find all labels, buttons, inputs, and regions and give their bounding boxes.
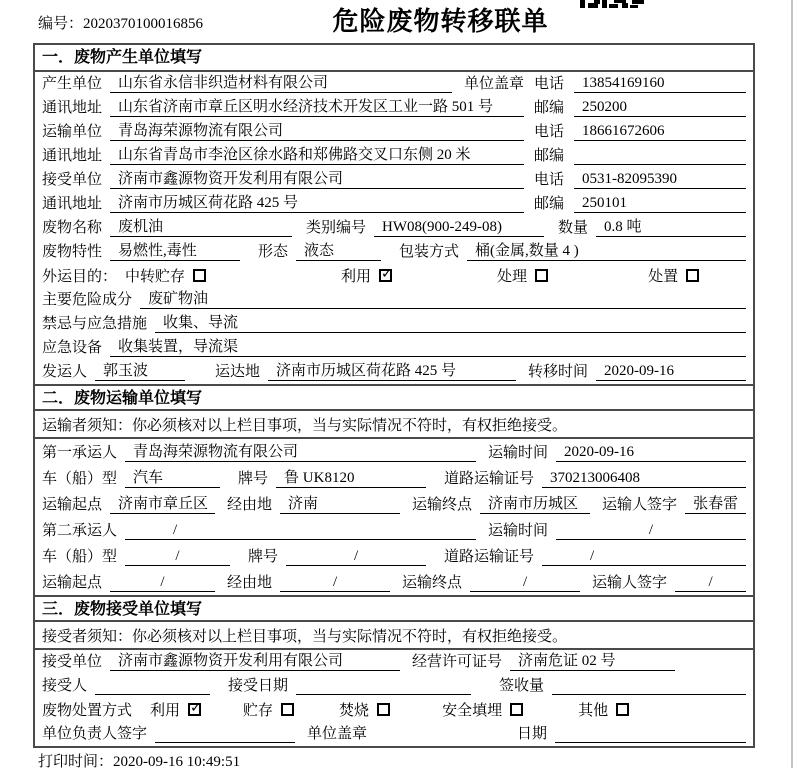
waste-name-value: 废机油 xyxy=(110,215,292,237)
waste-props-value: 易燃性,毒性 xyxy=(110,239,240,261)
row-receiver xyxy=(35,168,753,192)
route1-via-label: 经由地 xyxy=(227,497,273,513)
disposal-storage-checkbox xyxy=(281,703,294,716)
section2-title: 二．废物运输单位填写 xyxy=(35,384,753,411)
sign-date-value xyxy=(555,742,746,743)
producer-label: 产生单位 xyxy=(42,76,103,92)
producer-address-label: 通讯地址 xyxy=(42,100,103,116)
disposal-option-incinerate-label: 焚烧 xyxy=(339,703,370,719)
transfer-time-value: 2020-09-16 xyxy=(596,363,746,381)
row-route1 xyxy=(35,491,753,517)
qr-code-fragment xyxy=(580,0,650,11)
print-time-value: 2020-09-16 10:49:51 xyxy=(113,754,241,770)
producer-phone-label: 电话 xyxy=(534,76,565,92)
row-emergency-measures xyxy=(35,312,753,336)
receiver-zip-group xyxy=(534,192,746,213)
purpose-transfer-storage-checkbox xyxy=(193,269,206,282)
equipment-value: 收集装置，导流渠 xyxy=(110,335,746,357)
equipment-label: 应急设备 xyxy=(42,340,103,356)
receiver-zip-value: 250101 xyxy=(574,195,746,213)
document-number-label: 编号： xyxy=(38,16,84,32)
producer-phone-group xyxy=(534,72,746,93)
page-title: 危险废物转移联单 xyxy=(332,6,549,36)
transporter-zip-group xyxy=(534,144,746,165)
road-permit1-label: 道路运输证号 xyxy=(444,471,535,487)
row-waste-props xyxy=(35,240,753,264)
signed-amount-value xyxy=(552,694,746,695)
waste-pack-label: 包装方式 xyxy=(399,244,460,260)
dispatcher-label: 发运人 xyxy=(42,364,88,380)
receiver-label: 接受单位 xyxy=(42,172,103,188)
second-carrier-label: 第二承运人 xyxy=(42,523,118,539)
disposal-option-utilize xyxy=(150,699,201,720)
emergency-label: 禁忌与应急措施 xyxy=(42,316,148,332)
waste-qty-value: 0.8 吨 xyxy=(596,215,746,237)
route2-origin-value: / xyxy=(110,574,215,592)
transport-time2-label: 运输时间 xyxy=(487,523,548,539)
purpose-option-utilize xyxy=(341,265,392,286)
waste-form-label: 形态 xyxy=(258,244,289,260)
document-number-value: 2020370100016856 xyxy=(83,16,204,32)
disposal-option-landfill xyxy=(442,699,523,720)
route2-sign-label: 运输人签字 xyxy=(592,575,668,591)
disposal-option-utilize-label: 利用 xyxy=(150,703,181,719)
waste-props-label: 废物特性 xyxy=(42,244,103,260)
route2-origin-label: 运输起点 xyxy=(42,575,103,591)
route1-sign-label: 运输人签字 xyxy=(602,497,678,513)
transporter-address-label: 通讯地址 xyxy=(42,148,103,164)
print-time-label: 打印时间： xyxy=(38,754,114,770)
vehicle2-type-value: / xyxy=(125,548,230,566)
road-permit1-value: 370213006408 xyxy=(542,470,746,488)
responsible-signature-value xyxy=(155,742,295,743)
waste-code-label: 类别编号 xyxy=(305,220,366,236)
signed-amount-label: 签收量 xyxy=(499,678,545,694)
receiver-address-label: 通讯地址 xyxy=(42,196,103,212)
row-route2 xyxy=(35,569,753,595)
producer-zip-label: 邮编 xyxy=(534,100,565,116)
accept-unit-label: 接受单位 xyxy=(42,654,103,670)
transporter-notice-text: 你必须核对以上栏目事项，当与实际情况不符时，有权拒绝接受。 xyxy=(132,417,568,434)
row-vehicle2 xyxy=(35,543,753,569)
second-carrier-value: / xyxy=(125,522,476,540)
producer-zip-value: 250200 xyxy=(574,99,746,117)
transport-time1-label: 运输时间 xyxy=(487,445,548,461)
first-carrier-value: 青岛海荣源物流有限公司 xyxy=(125,440,476,462)
purpose-treat-checkbox xyxy=(535,269,548,282)
transporter-phone-value: 18661672606 xyxy=(574,123,746,141)
row-dispatch xyxy=(35,360,753,384)
manifest-form xyxy=(33,43,755,748)
waste-form-value: 液态 xyxy=(296,239,381,261)
transporter-notice xyxy=(35,411,753,439)
route1-origin-label: 运输起点 xyxy=(42,497,103,513)
waste-code-value: HW08(900-249-08) xyxy=(374,219,544,237)
route1-origin-value: 济南市章丘区 xyxy=(110,492,215,514)
purpose-utilize-checkbox xyxy=(379,269,392,282)
receiver-phone-group xyxy=(534,168,746,189)
row-receiver-address xyxy=(35,192,753,216)
destination-label: 运达地 xyxy=(215,364,261,380)
transporter-phone-label: 电话 xyxy=(534,124,565,140)
section1-title: 一．废物产生单位填写 xyxy=(35,45,753,72)
disposal-landfill-checkbox xyxy=(510,703,523,716)
disposal-label: 废物处置方式 xyxy=(42,703,133,719)
transport-time2-value: / xyxy=(556,522,746,540)
receiver-address-value: 济南市历城区荷花路 425 号 xyxy=(110,191,524,213)
purpose-option-dispose xyxy=(648,265,699,286)
section3-title: 三．废物接受单位填写 xyxy=(35,595,753,622)
row-hazard-components xyxy=(35,288,753,312)
row-vehicle1 xyxy=(35,465,753,491)
disposal-option-other xyxy=(578,699,629,720)
plate2-label: 牌号 xyxy=(248,549,279,565)
transporter-zip-label: 邮编 xyxy=(534,148,565,164)
purpose-label: 外运目的： xyxy=(42,269,118,285)
transfer-time-label: 转移时间 xyxy=(527,364,588,380)
disposal-option-landfill-label: 安全填埋 xyxy=(442,703,503,719)
disposal-option-other-label: 其他 xyxy=(578,703,609,719)
transporter-phone-group xyxy=(534,120,746,141)
sign-date-label: 日期 xyxy=(517,726,548,742)
receiver-zip-label: 邮编 xyxy=(534,196,565,212)
plate1-label: 牌号 xyxy=(238,471,269,487)
producer-address-value: 山东省济南市章丘区明水经济技术开发区工业一路 501 号 xyxy=(110,95,524,117)
receiver-value: 济南市鑫源物资开发利用有限公司 xyxy=(110,167,524,189)
transporter-value: 青岛海荣源物流有限公司 xyxy=(110,119,524,141)
vehicle1-type-label: 车（船）型 xyxy=(42,471,118,487)
route2-via-value: / xyxy=(280,574,390,592)
destination-value: 济南市历城区荷花路 425 号 xyxy=(268,359,516,381)
vehicle2-type-label: 车（船）型 xyxy=(42,549,118,565)
row-responsible-signature xyxy=(35,722,753,746)
receiver-phone-value: 0531-82095390 xyxy=(574,171,746,189)
road-permit2-value: / xyxy=(542,548,746,566)
transport-time1-value: 2020-09-16 xyxy=(556,444,746,462)
emergency-value: 收集、导流 xyxy=(155,311,746,333)
producer-seal-label: 单位盖章 xyxy=(463,76,524,92)
producer-zip-group xyxy=(534,96,746,117)
receiver-phone-label: 电话 xyxy=(534,172,565,188)
route1-sign-value: 张春雷 xyxy=(685,492,746,514)
unit-seal-label: 单位盖章 xyxy=(307,726,368,742)
hazard-value: 废矿物油 xyxy=(140,287,746,309)
route1-end-value: 济南市历城区 xyxy=(480,492,590,514)
acceptor-notice-text: 你必须核对以上栏目事项，当与实际情况不符时，有权拒绝接受。 xyxy=(132,628,568,645)
plate2-value: / xyxy=(286,548,426,566)
accept-unit-value: 济南市鑫源物资开发利用有限公司 xyxy=(110,649,400,671)
row-waste-name xyxy=(35,216,753,240)
waste-qty-label: 数量 xyxy=(557,220,588,236)
disposal-option-storage xyxy=(243,699,294,720)
acceptor-label: 接受人 xyxy=(42,678,88,694)
disposal-option-storage-label: 贮存 xyxy=(243,703,274,719)
route2-end-value: / xyxy=(470,574,580,592)
purpose-dispose-checkbox xyxy=(686,269,699,282)
route2-sign-value: / xyxy=(675,574,746,592)
route2-end-label: 运输终点 xyxy=(402,575,463,591)
road-permit2-label: 道路运输证号 xyxy=(444,549,535,565)
purpose-option-treat xyxy=(497,265,548,286)
waste-name-label: 废物名称 xyxy=(42,220,103,236)
acceptor-notice-label: 接受者须知： xyxy=(42,628,133,645)
responsible-signature-label: 单位负责人签字 xyxy=(42,726,148,742)
transporter-address-value: 山东省青岛市李沧区徐水路和郑佛路交叉口东侧 20 米 xyxy=(110,143,524,165)
first-carrier-label: 第一承运人 xyxy=(42,445,118,461)
plate1-value: 鲁 UK8120 xyxy=(276,466,426,488)
purpose-option-transfer-storage xyxy=(125,265,206,286)
row-transporter-address xyxy=(35,144,753,168)
row-transfer-purpose xyxy=(35,264,753,288)
accept-date-label: 接受日期 xyxy=(228,678,289,694)
row-transporter xyxy=(35,120,753,144)
route1-via-value: 济南 xyxy=(280,492,400,514)
dispatcher-value: 郭玉波 xyxy=(95,359,185,381)
transporter-label: 运输单位 xyxy=(42,124,103,140)
purpose-option-dispose-label: 处置 xyxy=(648,269,679,285)
disposal-other-checkbox xyxy=(616,703,629,716)
disposal-option-incinerate xyxy=(339,699,390,720)
purpose-option-utilize-label: 利用 xyxy=(341,269,372,285)
transporter-zip-value xyxy=(574,164,746,165)
purpose-option-treat-label: 处理 xyxy=(497,269,528,285)
disposal-utilize-checkbox xyxy=(188,703,201,716)
accept-date-value xyxy=(296,694,471,695)
hazard-label: 主要危险成分 xyxy=(42,292,133,308)
row-disposal-method xyxy=(35,698,753,722)
route1-end-label: 运输终点 xyxy=(412,497,473,513)
page-edge-line xyxy=(791,0,793,768)
row-first-carrier xyxy=(35,439,753,465)
route2-via-label: 经由地 xyxy=(227,575,273,591)
purpose-option-transfer-storage-label: 中转贮存 xyxy=(125,269,186,285)
vehicle1-type-value: 汽车 xyxy=(125,466,220,488)
waste-pack-value: 桶(金属,数量 4 ) xyxy=(467,239,746,261)
row-accept-unit xyxy=(35,650,753,674)
transporter-notice-label: 运输者须知： xyxy=(42,417,133,434)
row-producer xyxy=(35,72,753,96)
producer-value: 山东省永信非织造材料有限公司 xyxy=(110,71,452,93)
disposal-incinerate-checkbox xyxy=(377,703,390,716)
row-second-carrier xyxy=(35,517,753,543)
row-emergency-equipment xyxy=(35,336,753,360)
acceptor-notice xyxy=(35,622,753,650)
license-value: 济南危证 02 号 xyxy=(510,649,675,671)
acceptor-value xyxy=(95,694,210,695)
row-acceptor xyxy=(35,674,753,698)
row-producer-address xyxy=(35,96,753,120)
license-label: 经营许可证号 xyxy=(412,654,503,670)
producer-phone-value: 13854169160 xyxy=(574,75,746,93)
